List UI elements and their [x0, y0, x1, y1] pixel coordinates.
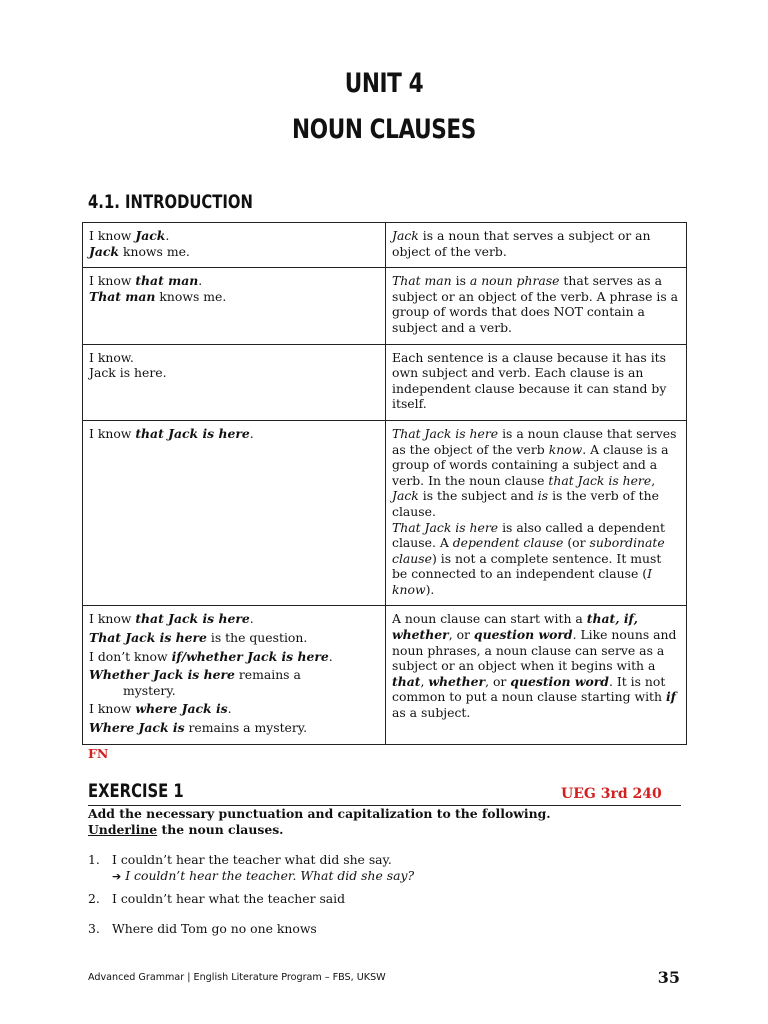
text-segment: Jack [392, 488, 419, 504]
text-segment: dependent clause [452, 535, 564, 551]
text-segment: question word [510, 673, 609, 689]
text-segment: where Jack is [135, 701, 228, 717]
text-segment: if/whether Jack is here [171, 648, 329, 664]
table-row [83, 223, 687, 268]
item-text: I couldn’t hear what the teacher said [112, 891, 346, 906]
text-segment: is a noun clause that serves as the object of the verb [392, 425, 677, 457]
text-segment: that serves as a subject or an object of the verb. A phrase is a group of words that does NOT contain a subject and a verb. [392, 273, 679, 335]
text-segment: I know. [89, 349, 134, 365]
text-segment: . [249, 425, 254, 441]
text-segment: is the verb of the clause. [392, 488, 659, 519]
item-number: 1. [88, 852, 100, 867]
item-number: 3. [88, 921, 100, 936]
text-segment: that Jack is here [548, 472, 652, 488]
instruction-line-1: Add the necessary punctuation and capitalization to the following. [88, 806, 551, 821]
text-segment: I don’t know [89, 648, 172, 664]
unit-subtitle: NOUN CLAUSES [292, 114, 476, 145]
text-segment: ). [425, 581, 435, 597]
text-segment: . [227, 701, 232, 717]
item-text: I couldn’t hear the teacher what did she say. [112, 852, 392, 867]
exercise-item [88, 852, 392, 868]
explanation-paragraph [392, 228, 680, 259]
explanation-paragraph [392, 520, 680, 598]
exercise-reference: UEG 3rd 240 [561, 786, 662, 802]
explanation-cell [386, 223, 687, 268]
table-row [83, 344, 687, 420]
section-heading: 4.1. INTRODUCTION [88, 191, 253, 213]
text-segment: Jack [89, 243, 120, 259]
text-segment: as a subject. [392, 705, 471, 721]
text-segment: That Jack is here [89, 630, 207, 646]
example-cell [83, 223, 386, 268]
instruction-underlined-word: Underline [88, 821, 158, 837]
example-answer-text: I couldn’t hear the teacher. What did she say? [125, 868, 415, 883]
text-segment: (or [563, 535, 590, 551]
example-cell [83, 344, 386, 420]
example-sentence [89, 720, 379, 736]
page-number: 35 [657, 968, 680, 987]
text-segment: , [651, 472, 656, 488]
example-sentence [89, 350, 379, 366]
instruction-line-2-rest: the noun clauses. [157, 821, 284, 837]
text-segment: . Like nouns and noun phrases, a noun clause can serve as a subject or an object when it begins with a [392, 627, 677, 674]
example-sentence [89, 244, 379, 260]
arrow-right-icon: ➔ [112, 870, 122, 883]
item-text: Where did Tom go no one knows [112, 921, 317, 936]
text-segment: I know [89, 273, 136, 289]
text-segment: Jack [392, 228, 419, 243]
example-sentence [89, 289, 379, 305]
text-segment: that [392, 673, 421, 689]
example-cell [83, 606, 386, 744]
text-segment: if [665, 689, 677, 705]
example-cell [83, 268, 386, 344]
text-segment: is the subject and [418, 488, 538, 504]
text-segment: . It is not common to put a noun clause starting with [392, 673, 666, 705]
text-segment: subordinate clause [392, 535, 665, 566]
instruction-line-2 [88, 822, 551, 838]
text-segment: knows me. [155, 288, 227, 304]
text-segment: mystery. [123, 682, 176, 698]
item-number: 2. [88, 891, 100, 906]
text-segment: That Jack is here [392, 519, 499, 535]
text-segment: , or [485, 673, 511, 689]
text-segment: is [537, 488, 549, 504]
explanation-paragraph [392, 426, 680, 520]
text-segment: ) is not a complete sentence. It must be connected to an independent clause ( [392, 550, 662, 582]
table-row [83, 606, 687, 744]
text-segment: remains a mystery. [184, 720, 308, 736]
exercise-item [88, 891, 345, 907]
explanation-paragraph [392, 273, 680, 335]
table-row [83, 268, 687, 344]
text-segment: , [420, 673, 429, 689]
text-segment: Whether Jack is here [89, 667, 235, 683]
text-segment: Jack [135, 228, 166, 243]
example-sentence [89, 630, 379, 646]
explanation-paragraph [392, 350, 680, 412]
text-segment: is a noun that serves a subject or an object of the verb. [392, 228, 651, 259]
example-answer [112, 868, 414, 885]
text-segment: . [249, 611, 254, 627]
text-segment: . A clause is a group of words containing a subject and a verb. In the noun clause [392, 441, 669, 488]
text-segment: Jack is here. [89, 365, 167, 381]
text-segment: . [328, 648, 333, 664]
text-segment: is the question. [206, 630, 308, 646]
example-sentence [89, 228, 379, 244]
fn-label: FN [88, 746, 109, 761]
example-sentence [89, 683, 379, 699]
text-segment: . [198, 273, 203, 289]
text-segment: that, if, whether [392, 611, 638, 643]
text-segment: know [548, 441, 583, 457]
example-sentence [89, 649, 379, 665]
text-segment: remains a [234, 667, 301, 683]
introduction-table [82, 222, 687, 745]
text-segment: I know [89, 611, 136, 627]
explanation-cell [386, 606, 687, 744]
explanation-cell [386, 344, 687, 420]
text-segment: I know [89, 701, 136, 717]
text-segment: . [165, 228, 170, 243]
text-segment: is also called a dependent clause. A [392, 519, 665, 551]
text-segment: I know [89, 228, 136, 243]
text-segment: is [451, 273, 470, 289]
text-segment: A noun clause can start with a [392, 611, 587, 627]
text-segment: knows me. [119, 243, 190, 259]
text-segment: Where Jack is [89, 720, 185, 736]
footer-text: Advanced Grammar | English Literature Program – FBS, UKSW [88, 972, 386, 983]
text-segment: That Jack is here [392, 425, 499, 441]
explanation-cell [386, 268, 687, 344]
example-sentence [89, 611, 379, 627]
example-sentence [89, 667, 379, 683]
text-segment: , or [448, 627, 474, 643]
text-segment: That man [89, 288, 156, 304]
example-sentence [89, 701, 379, 717]
exercise-heading: EXERCISE 1 [88, 780, 184, 802]
example-cell [83, 420, 386, 606]
text-segment: that Jack is here [135, 425, 250, 441]
text-segment: question word [473, 627, 573, 643]
text-segment: that man [135, 273, 199, 289]
example-sentence [89, 426, 379, 442]
explanation-paragraph [392, 611, 680, 720]
text-segment: that Jack is here [135, 611, 250, 627]
exercise-instructions [88, 806, 551, 837]
table-row [83, 420, 687, 606]
text-segment: Each sentence is a clause because it has its own subject and verb. Each clause is an independent clause because it can stand by itself. [392, 349, 667, 412]
unit-title: UNIT 4 [344, 68, 424, 99]
exercise-item [88, 921, 317, 937]
example-sentence [89, 365, 379, 381]
text-segment: That man [392, 273, 452, 289]
text-segment: a noun phrase [469, 273, 560, 289]
text-segment: I know [89, 425, 136, 441]
example-sentence [89, 273, 379, 289]
text-segment: I know [392, 566, 652, 597]
text-segment: whether [428, 673, 486, 689]
explanation-cell [386, 420, 687, 606]
